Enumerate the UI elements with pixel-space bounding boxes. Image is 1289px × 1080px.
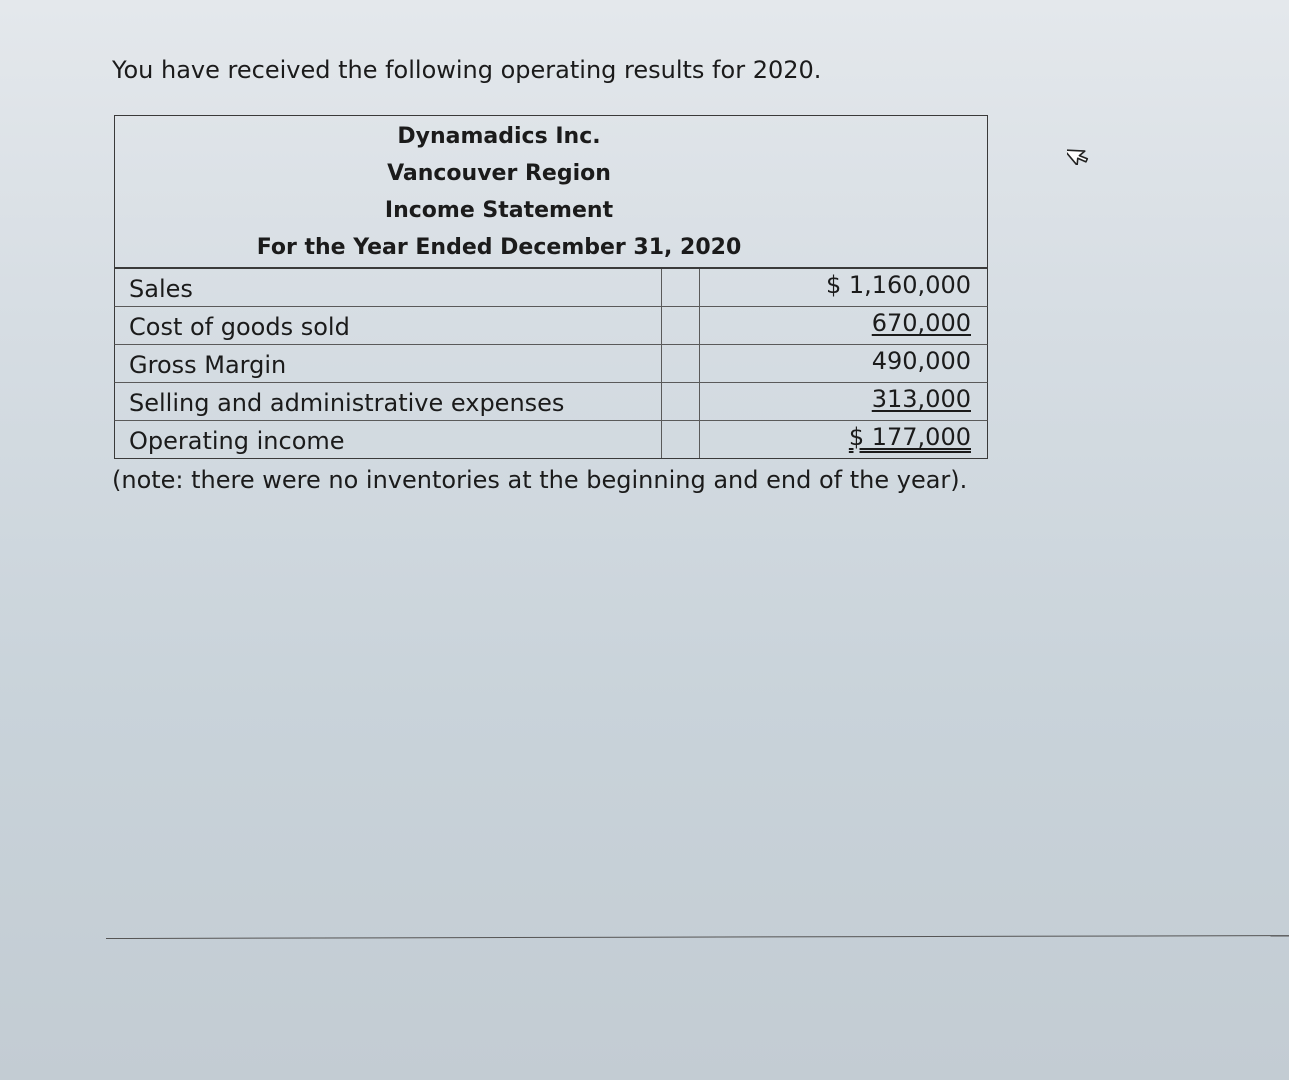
statement-header [114,115,988,268]
horizontal-rule [106,935,1289,939]
row-amount: 313,000 [871,385,971,413]
region-name: Vancouver Region [387,161,611,186]
row-label: Gross Margin [129,351,287,379]
intro-text: You have received the following operating results for 2020. [112,56,822,84]
mouse-pointer-icon [1067,139,1091,165]
row-label: Operating income [129,427,345,455]
table-row-gross-margin [114,345,988,383]
row-amount: $ 1,160,000 [825,271,971,299]
row-amount: $ 177,000 [848,423,971,451]
report-period: For the Year Ended December 31, 2020 [256,235,742,260]
row-amount: 490,000 [871,347,971,375]
report-title: Income Statement [384,198,614,223]
statement-rows [114,267,988,459]
row-amount: 670,000 [871,309,971,337]
table-row-operating-income [114,421,988,459]
row-label: Selling and administrative expenses [129,389,565,417]
inventory-note: (note: there were no inventories at the beginning and end of the year). [112,466,968,494]
table-row-selling-admin [114,383,988,421]
table-row-cogs [114,307,988,345]
table-row-sales [114,269,988,307]
company-name: Dynamadics Inc. [397,124,601,149]
row-label: Cost of goods sold [129,313,350,341]
row-label: Sales [129,275,193,303]
income-statement-table [114,115,988,467]
